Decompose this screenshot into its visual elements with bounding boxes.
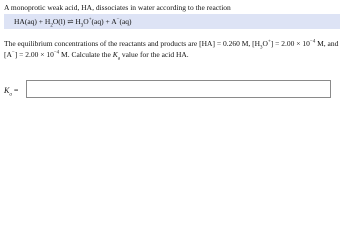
product-anion: A−(aq) bbox=[111, 17, 132, 26]
question-line-1: The equilibrium concentrations of the reactants and products are [HA] = 0.260 M, $[H_3O^+] = 2.00 \times 10^{-4}$ M, and bbox=[4, 39, 339, 51]
plus-sign: + bbox=[38, 17, 44, 26]
reactant-ha: HA(aq) bbox=[14, 17, 37, 26]
equilibrium-arrow: ⇌ bbox=[67, 17, 74, 26]
ka-label: $K_a$ = bbox=[4, 86, 19, 98]
question-line-2: $[A^-] = 2.00 \times 10^{-4}$ M. Calculate the $K_a$ value for the acid HA. bbox=[4, 50, 189, 62]
intro-text: A monoprotic weak acid, HA, dissociates in water according to the reaction bbox=[4, 3, 231, 12]
product-hydronium: $H_3O^+(aq)$ bbox=[75, 17, 104, 29]
ka-answer-input[interactable] bbox=[26, 80, 331, 98]
reactant-water: $H_2O(l)$ bbox=[44, 17, 66, 29]
reaction-box bbox=[4, 14, 340, 29]
reaction-equation bbox=[14, 17, 132, 27]
question-text bbox=[4, 38, 348, 60]
plus-sign: + bbox=[105, 17, 110, 26]
